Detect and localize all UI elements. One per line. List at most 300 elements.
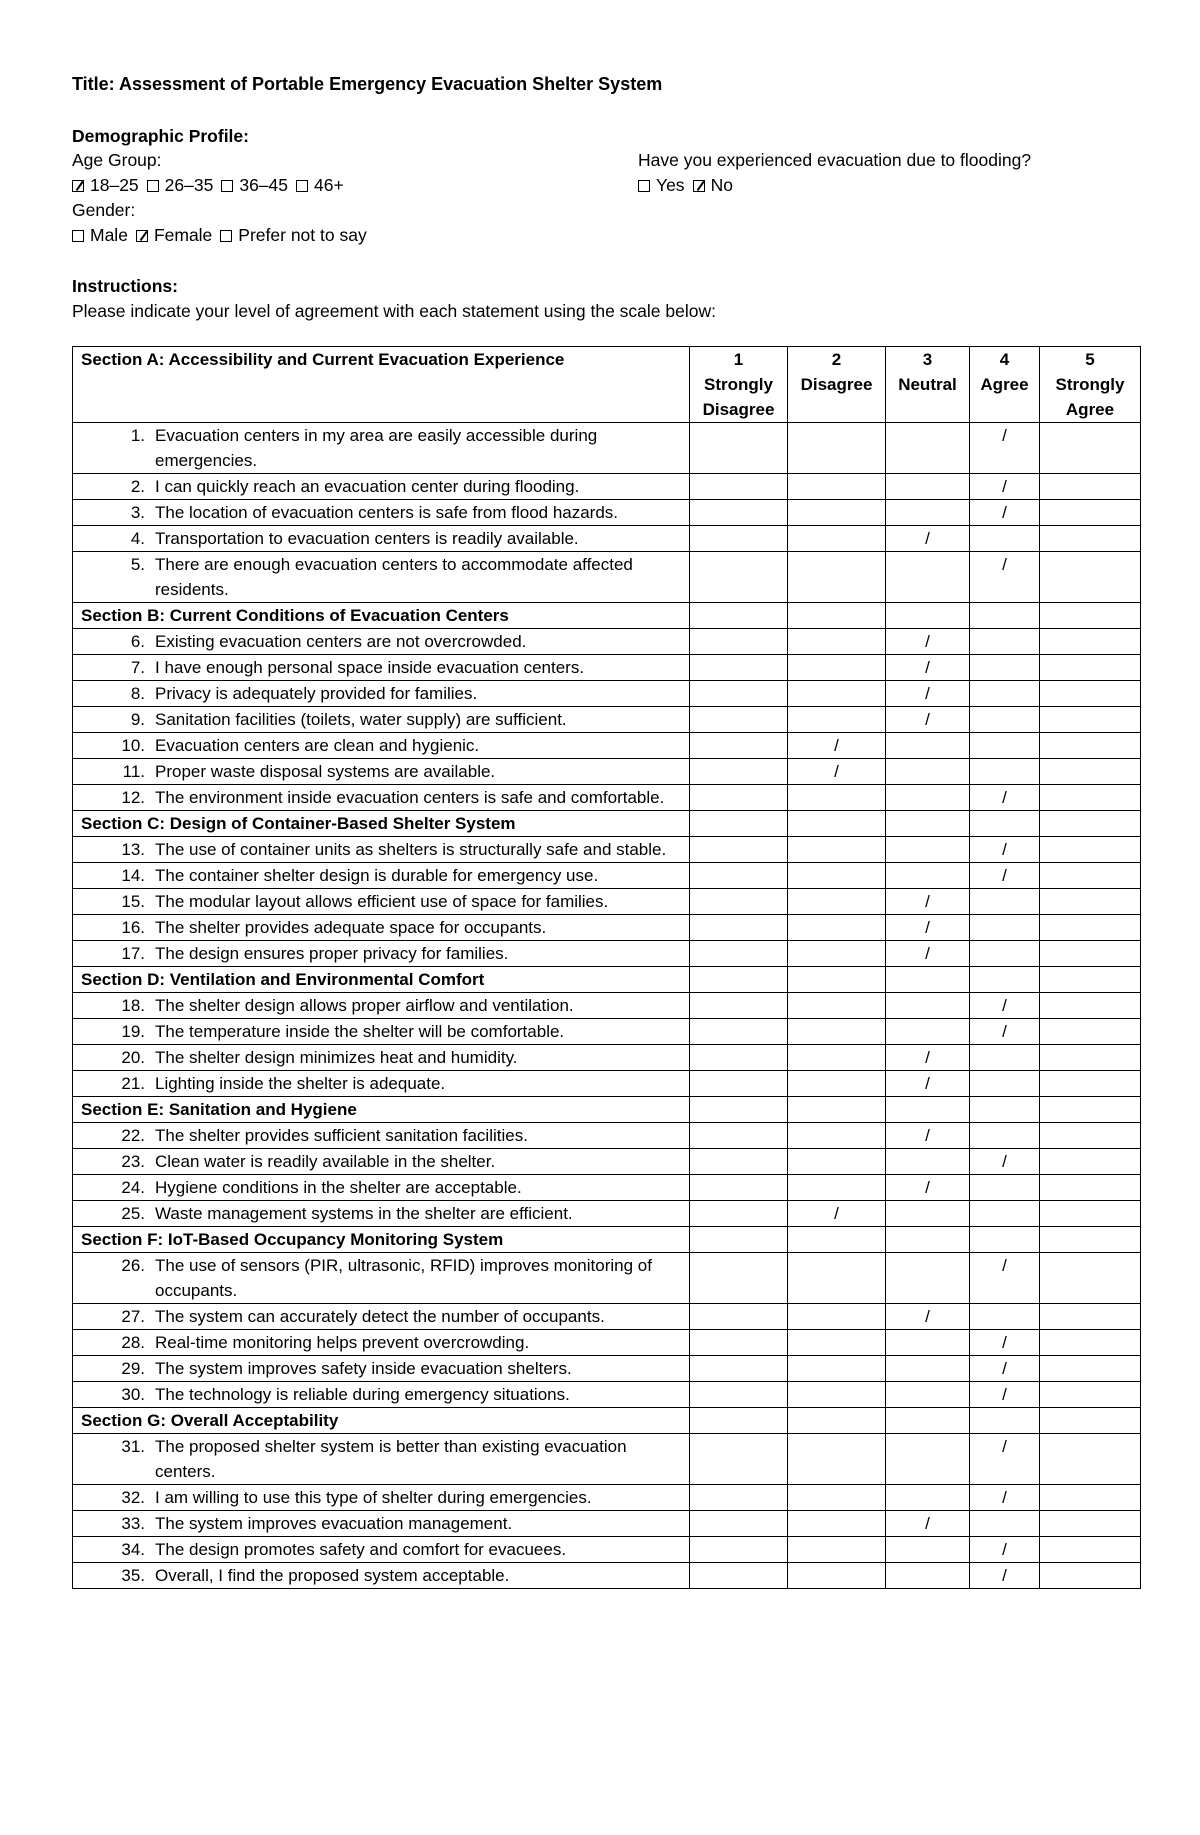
rating-cell-1[interactable] — [690, 1071, 788, 1097]
statement-text: Evacuation centers are clean and hygienic. — [155, 736, 480, 755]
evacuation-option[interactable] — [693, 173, 733, 198]
rating-cell-2[interactable] — [788, 423, 886, 474]
rating-cell-5[interactable] — [1040, 423, 1141, 474]
statement-text: There are enough evacuation centers to accommodate affected residents. — [155, 555, 633, 599]
age-group-label: Age Group: — [72, 150, 162, 170]
rating-cell-3[interactable] — [886, 1175, 970, 1201]
statement-cell — [73, 1201, 690, 1227]
rating-cell-1[interactable] — [690, 1304, 788, 1330]
age-group-option-label: 36–45 — [239, 175, 289, 195]
rating-cell-3[interactable] — [886, 1304, 970, 1330]
rating-cell-2[interactable] — [788, 759, 886, 785]
rating-cell-4[interactable] — [970, 889, 1040, 915]
statement-text: Waste management systems in the shelter are efficient. — [155, 1204, 573, 1223]
rating-cell-2[interactable] — [788, 655, 886, 681]
rating-cell-3[interactable] — [886, 1537, 970, 1563]
table-row — [73, 1563, 1141, 1589]
rating-cell-5[interactable] — [1040, 733, 1141, 759]
rating-cell-2[interactable] — [788, 1149, 886, 1175]
statement-number: 3. — [130, 503, 145, 522]
rating-cell-4[interactable] — [970, 500, 1040, 526]
rating-cell-3[interactable] — [886, 1071, 970, 1097]
statement-text: Proper waste disposal systems are available. — [155, 762, 496, 781]
rating-cell-5[interactable] — [1040, 552, 1141, 603]
rating-cell-2[interactable] — [788, 1434, 886, 1485]
rating-mark: / — [1002, 1152, 1007, 1171]
rating-cell-1[interactable] — [690, 837, 788, 863]
rating-cell-2[interactable] — [788, 863, 886, 889]
rating-cell-1[interactable] — [690, 1253, 788, 1304]
scale-header-5 — [1040, 347, 1141, 423]
evacuation-option[interactable] — [638, 173, 685, 198]
statement-number: 9. — [130, 710, 145, 729]
statement-cell — [73, 1045, 690, 1071]
evacuation-options — [638, 173, 1140, 198]
scale-header-2 — [788, 347, 886, 423]
statement-number: 7. — [130, 658, 145, 677]
statement-number: 15. — [121, 892, 145, 911]
checkbox-icon[interactable] — [72, 230, 84, 242]
statement-text: The design ensures proper privacy for families. — [155, 944, 509, 963]
rating-cell-2[interactable] — [788, 1304, 886, 1330]
rating-cell-5[interactable] — [1040, 1563, 1141, 1589]
rating-cell-5[interactable] — [1040, 500, 1141, 526]
table-row — [73, 655, 1141, 681]
rating-cell-2[interactable] — [788, 941, 886, 967]
rating-cell-1[interactable] — [690, 785, 788, 811]
rating-mark: / — [925, 918, 930, 937]
rating-cell-3[interactable] — [886, 629, 970, 655]
rating-cell-2[interactable] — [788, 629, 886, 655]
statement-cell — [73, 474, 690, 500]
rating-cell-4[interactable] — [970, 1123, 1040, 1149]
rating-cell-3[interactable] — [886, 1019, 970, 1045]
rating-cell-1[interactable] — [690, 993, 788, 1019]
statement-cell — [73, 1537, 690, 1563]
table-row — [73, 423, 1141, 474]
rating-cell-2[interactable] — [788, 1071, 886, 1097]
rating-cell-4[interactable] — [970, 1563, 1040, 1589]
rating-cell-2[interactable] — [788, 993, 886, 1019]
section-title: Section E: Sanitation and Hygiene — [73, 1097, 690, 1123]
rating-cell-3[interactable] — [886, 1511, 970, 1537]
demographic-heading: Demographic Profile: — [72, 126, 249, 146]
rating-cell-1[interactable] — [690, 915, 788, 941]
rating-cell-3[interactable] — [886, 759, 970, 785]
table-row — [73, 1356, 1141, 1382]
scale-header-4 — [970, 347, 1040, 423]
rating-cell-4[interactable] — [970, 733, 1040, 759]
rating-cell-3[interactable] — [886, 863, 970, 889]
rating-cell-4[interactable] — [970, 1175, 1040, 1201]
rating-cell-3[interactable] — [886, 993, 970, 1019]
table-row — [73, 759, 1141, 785]
rating-cell-4[interactable] — [970, 993, 1040, 1019]
rating-cell-4[interactable] — [970, 1382, 1040, 1408]
rating-cell-2[interactable] — [788, 474, 886, 500]
rating-mark: / — [925, 1307, 930, 1326]
checkbox-icon[interactable] — [296, 180, 308, 192]
age-group-option-label: 26–35 — [164, 175, 214, 195]
rating-cell-5[interactable] — [1040, 837, 1141, 863]
rating-cell-3[interactable] — [886, 837, 970, 863]
empty-cell — [886, 1097, 970, 1123]
empty-cell — [788, 1227, 886, 1253]
rating-cell-1[interactable] — [690, 655, 788, 681]
rating-cell-1[interactable] — [690, 1382, 788, 1408]
statement-number: 11. — [122, 762, 145, 781]
age-group-option[interactable] — [72, 173, 139, 198]
rating-cell-2[interactable] — [788, 837, 886, 863]
rating-cell-5[interactable] — [1040, 993, 1141, 1019]
rating-cell-5[interactable] — [1040, 1201, 1141, 1227]
age-group-option[interactable] — [147, 173, 214, 198]
statement-number: 1. — [130, 426, 145, 445]
rating-mark: / — [925, 1048, 930, 1067]
rating-cell-1[interactable] — [690, 500, 788, 526]
statement-cell — [73, 889, 690, 915]
rating-cell-4[interactable] — [970, 1537, 1040, 1563]
rating-mark: / — [925, 529, 930, 548]
rating-cell-5[interactable] — [1040, 915, 1141, 941]
rating-cell-2[interactable] — [788, 915, 886, 941]
rating-cell-3[interactable] — [886, 889, 970, 915]
rating-cell-4[interactable] — [970, 526, 1040, 552]
rating-cell-4[interactable] — [970, 863, 1040, 889]
rating-cell-5[interactable] — [1040, 1123, 1141, 1149]
checked-checkbox-icon[interactable] — [693, 180, 705, 192]
rating-mark: / — [1002, 1566, 1007, 1585]
rating-cell-2[interactable] — [788, 1045, 886, 1071]
rating-cell-5[interactable] — [1040, 941, 1141, 967]
rating-cell-1[interactable] — [690, 526, 788, 552]
statement-text: The design promotes safety and comfort for evacuees. — [155, 1540, 567, 1559]
rating-cell-4[interactable] — [970, 941, 1040, 967]
rating-cell-1[interactable] — [690, 1563, 788, 1589]
rating-cell-4[interactable] — [970, 1253, 1040, 1304]
rating-cell-5[interactable] — [1040, 1511, 1141, 1537]
rating-cell-4[interactable] — [970, 1019, 1040, 1045]
rating-cell-4[interactable] — [970, 785, 1040, 811]
rating-cell-4[interactable] — [970, 423, 1040, 474]
statement-number: 16. — [121, 918, 145, 937]
rating-cell-5[interactable] — [1040, 629, 1141, 655]
rating-cell-4[interactable] — [970, 681, 1040, 707]
rating-cell-4[interactable] — [970, 1071, 1040, 1097]
rating-cell-4[interactable] — [970, 1330, 1040, 1356]
rating-cell-4[interactable] — [970, 1045, 1040, 1071]
rating-cell-2[interactable] — [788, 1382, 886, 1408]
rating-cell-1[interactable] — [690, 629, 788, 655]
rating-cell-4[interactable] — [970, 707, 1040, 733]
rating-cell-4[interactable] — [970, 552, 1040, 603]
rating-cell-2[interactable] — [788, 785, 886, 811]
rating-cell-1[interactable] — [690, 1019, 788, 1045]
rating-cell-3[interactable] — [886, 552, 970, 603]
rating-cell-3[interactable] — [886, 1382, 970, 1408]
checked-checkbox-icon[interactable] — [136, 230, 148, 242]
rating-cell-1[interactable] — [690, 1201, 788, 1227]
statement-number: 10. — [121, 736, 145, 755]
rating-cell-2[interactable] — [788, 1485, 886, 1511]
statement-number: 35. — [121, 1566, 145, 1585]
statement-text: The shelter provides adequate space for occupants. — [155, 918, 547, 937]
rating-cell-3[interactable] — [886, 1201, 970, 1227]
rating-cell-4[interactable] — [970, 1304, 1040, 1330]
rating-cell-5[interactable] — [1040, 889, 1141, 915]
rating-cell-4[interactable] — [970, 1511, 1040, 1537]
rating-mark: / — [1002, 1333, 1007, 1352]
rating-cell-4[interactable] — [970, 474, 1040, 500]
rating-cell-3[interactable] — [886, 733, 970, 759]
rating-cell-3[interactable] — [886, 1563, 970, 1589]
rating-cell-4[interactable] — [970, 759, 1040, 785]
rating-cell-1[interactable] — [690, 863, 788, 889]
rating-cell-2[interactable] — [788, 1563, 886, 1589]
statement-number: 18. — [121, 996, 145, 1015]
statement-number: 13. — [121, 840, 145, 859]
rating-cell-2[interactable] — [788, 1175, 886, 1201]
rating-cell-2[interactable] — [788, 1330, 886, 1356]
rating-cell-3[interactable] — [886, 655, 970, 681]
rating-cell-5[interactable] — [1040, 1019, 1141, 1045]
rating-mark: / — [1002, 503, 1007, 522]
rating-mark: / — [925, 632, 930, 651]
checkbox-icon[interactable] — [220, 230, 232, 242]
rating-cell-1[interactable] — [690, 1511, 788, 1537]
rating-cell-2[interactable] — [788, 1537, 886, 1563]
rating-cell-3[interactable] — [886, 1330, 970, 1356]
rating-mark: / — [1002, 1385, 1007, 1404]
instructions — [72, 274, 1140, 324]
rating-cell-3[interactable] — [886, 1434, 970, 1485]
statement-cell — [73, 785, 690, 811]
rating-mark: / — [1002, 840, 1007, 859]
rating-cell-1[interactable] — [690, 1149, 788, 1175]
gender-option-label: Prefer not to say — [238, 225, 367, 245]
rating-cell-3[interactable] — [886, 1356, 970, 1382]
rating-cell-3[interactable] — [886, 423, 970, 474]
statement-text: The temperature inside the shelter will be comfortable. — [155, 1022, 565, 1041]
rating-mark: / — [1002, 426, 1007, 445]
empty-cell — [1040, 603, 1141, 629]
statement-number: 8. — [130, 684, 145, 703]
rating-cell-4[interactable] — [970, 655, 1040, 681]
rating-cell-1[interactable] — [690, 941, 788, 967]
rating-cell-2[interactable] — [788, 526, 886, 552]
rating-cell-1[interactable] — [690, 552, 788, 603]
rating-cell-3[interactable] — [886, 681, 970, 707]
rating-cell-5[interactable] — [1040, 1330, 1141, 1356]
rating-cell-3[interactable] — [886, 1045, 970, 1071]
rating-cell-5[interactable] — [1040, 1149, 1141, 1175]
demographic-right — [638, 148, 1140, 248]
table-row — [73, 629, 1141, 655]
rating-mark: / — [925, 1514, 930, 1533]
scale-number: 3 — [922, 350, 933, 369]
rating-cell-5[interactable] — [1040, 707, 1141, 733]
rating-cell-3[interactable] — [886, 915, 970, 941]
rating-cell-4[interactable] — [970, 629, 1040, 655]
table-row — [73, 1201, 1141, 1227]
rating-cell-3[interactable] — [886, 526, 970, 552]
rating-cell-1[interactable] — [690, 681, 788, 707]
rating-cell-2[interactable] — [788, 1201, 886, 1227]
rating-cell-2[interactable] — [788, 1356, 886, 1382]
rating-cell-5[interactable] — [1040, 526, 1141, 552]
rating-cell-3[interactable] — [886, 1123, 970, 1149]
rating-cell-1[interactable] — [690, 733, 788, 759]
rating-cell-2[interactable] — [788, 733, 886, 759]
rating-cell-3[interactable] — [886, 1485, 970, 1511]
gender-option-label: Female — [153, 225, 213, 245]
rating-cell-5[interactable] — [1040, 1253, 1141, 1304]
rating-cell-5[interactable] — [1040, 1434, 1141, 1485]
statement-number: 6. — [130, 632, 145, 651]
statement-number: 25. — [121, 1204, 145, 1223]
statement-text: The container shelter design is durable for emergency use. — [155, 866, 599, 885]
rating-cell-4[interactable] — [970, 1434, 1040, 1485]
empty-cell — [1040, 1097, 1141, 1123]
statement-text: The shelter design allows proper airflow and ventilation. — [155, 996, 574, 1015]
statement-number: 12. — [121, 788, 145, 807]
rating-cell-5[interactable] — [1040, 759, 1141, 785]
gender-option[interactable] — [136, 223, 212, 248]
rating-cell-2[interactable] — [788, 1253, 886, 1304]
rating-cell-5[interactable] — [1040, 1304, 1141, 1330]
rating-cell-1[interactable] — [690, 1485, 788, 1511]
rating-cell-2[interactable] — [788, 681, 886, 707]
statement-cell — [73, 1175, 690, 1201]
rating-cell-4[interactable] — [970, 1201, 1040, 1227]
statement-cell — [73, 1019, 690, 1045]
table-row — [73, 1485, 1141, 1511]
rating-cell-1[interactable] — [690, 1123, 788, 1149]
checkbox-icon[interactable] — [147, 180, 159, 192]
rating-cell-5[interactable] — [1040, 785, 1141, 811]
statement-number: 20. — [121, 1048, 145, 1067]
rating-cell-2[interactable] — [788, 1123, 886, 1149]
rating-cell-5[interactable] — [1040, 681, 1141, 707]
rating-cell-2[interactable] — [788, 500, 886, 526]
rating-cell-4[interactable] — [970, 915, 1040, 941]
statement-number: 33. — [121, 1514, 145, 1533]
empty-cell — [970, 1227, 1040, 1253]
statement-text: The technology is reliable during emergency situations. — [155, 1385, 570, 1404]
rating-cell-5[interactable] — [1040, 1485, 1141, 1511]
rating-cell-4[interactable] — [970, 1149, 1040, 1175]
age-group-option[interactable] — [221, 173, 288, 198]
rating-cell-4[interactable] — [970, 1485, 1040, 1511]
rating-cell-2[interactable] — [788, 1511, 886, 1537]
statement-number: 24. — [121, 1178, 145, 1197]
rating-cell-5[interactable] — [1040, 1045, 1141, 1071]
statement-number: 21. — [121, 1074, 145, 1093]
rating-cell-5[interactable] — [1040, 1071, 1141, 1097]
empty-cell — [1040, 967, 1141, 993]
gender-option[interactable] — [220, 223, 366, 248]
rating-mark: / — [1002, 555, 1007, 574]
rating-cell-3[interactable] — [886, 474, 970, 500]
empty-cell — [886, 1408, 970, 1434]
rating-cell-1[interactable] — [690, 1175, 788, 1201]
empty-cell — [788, 811, 886, 837]
table-row — [73, 1149, 1141, 1175]
age-group-option[interactable] — [296, 173, 344, 198]
rating-mark: / — [925, 944, 930, 963]
statement-text: Overall, I find the proposed system acceptable. — [155, 1566, 510, 1585]
rating-mark: / — [1002, 1256, 1007, 1275]
rating-cell-5[interactable] — [1040, 1356, 1141, 1382]
rating-cell-5[interactable] — [1040, 1175, 1141, 1201]
statement-cell — [73, 1485, 690, 1511]
rating-cell-2[interactable] — [788, 707, 886, 733]
rating-cell-3[interactable] — [886, 1149, 970, 1175]
statement-number: 2. — [130, 477, 145, 496]
table-row — [73, 707, 1141, 733]
rating-cell-2[interactable] — [788, 1019, 886, 1045]
rating-cell-5[interactable] — [1040, 1382, 1141, 1408]
scale-number: 1 — [733, 350, 744, 369]
age-group-option-label: 18–25 — [90, 175, 139, 195]
rating-cell-1[interactable] — [690, 474, 788, 500]
rating-mark: / — [1002, 1540, 1007, 1559]
rating-cell-2[interactable] — [788, 552, 886, 603]
rating-cell-3[interactable] — [886, 941, 970, 967]
gender-option[interactable] — [72, 223, 128, 248]
statement-number: 19. — [121, 1022, 145, 1041]
rating-cell-2[interactable] — [788, 889, 886, 915]
rating-cell-1[interactable] — [690, 423, 788, 474]
rating-cell-1[interactable] — [690, 759, 788, 785]
table-row — [73, 941, 1141, 967]
statement-text: Real-time monitoring helps prevent overcrowding. — [155, 1333, 530, 1352]
rating-cell-5[interactable] — [1040, 655, 1141, 681]
statement-cell — [73, 1149, 690, 1175]
rating-cell-4[interactable] — [970, 837, 1040, 863]
statement-text: Lighting inside the shelter is adequate. — [155, 1074, 446, 1093]
section-title: Section A: Accessibility and Current Evacuation Experience — [73, 347, 690, 423]
rating-cell-1[interactable] — [690, 1356, 788, 1382]
rating-cell-5[interactable] — [1040, 474, 1141, 500]
rating-cell-3[interactable] — [886, 1253, 970, 1304]
rating-cell-5[interactable] — [1040, 863, 1141, 889]
rating-cell-5[interactable] — [1040, 1537, 1141, 1563]
empty-cell — [970, 1408, 1040, 1434]
rating-cell-3[interactable] — [886, 707, 970, 733]
rating-cell-1[interactable] — [690, 1045, 788, 1071]
empty-cell — [1040, 1408, 1141, 1434]
rating-cell-1[interactable] — [690, 1434, 788, 1485]
rating-cell-1[interactable] — [690, 1537, 788, 1563]
rating-cell-1[interactable] — [690, 1330, 788, 1356]
statement-text: The shelter provides sufficient sanitation facilities. — [155, 1126, 528, 1145]
rating-cell-1[interactable] — [690, 707, 788, 733]
checked-checkbox-icon[interactable] — [72, 180, 84, 192]
scale-header-3 — [886, 347, 970, 423]
checkbox-icon[interactable] — [221, 180, 233, 192]
rating-cell-3[interactable] — [886, 785, 970, 811]
rating-mark: / — [834, 762, 839, 781]
table-row — [73, 552, 1141, 603]
checkbox-icon[interactable] — [638, 180, 650, 192]
statement-cell — [73, 759, 690, 785]
rating-cell-3[interactable] — [886, 500, 970, 526]
rating-cell-4[interactable] — [970, 1356, 1040, 1382]
rating-cell-1[interactable] — [690, 889, 788, 915]
scale-label: Neutral — [898, 375, 957, 394]
statement-text: The system can accurately detect the number of occupants. — [155, 1307, 605, 1326]
